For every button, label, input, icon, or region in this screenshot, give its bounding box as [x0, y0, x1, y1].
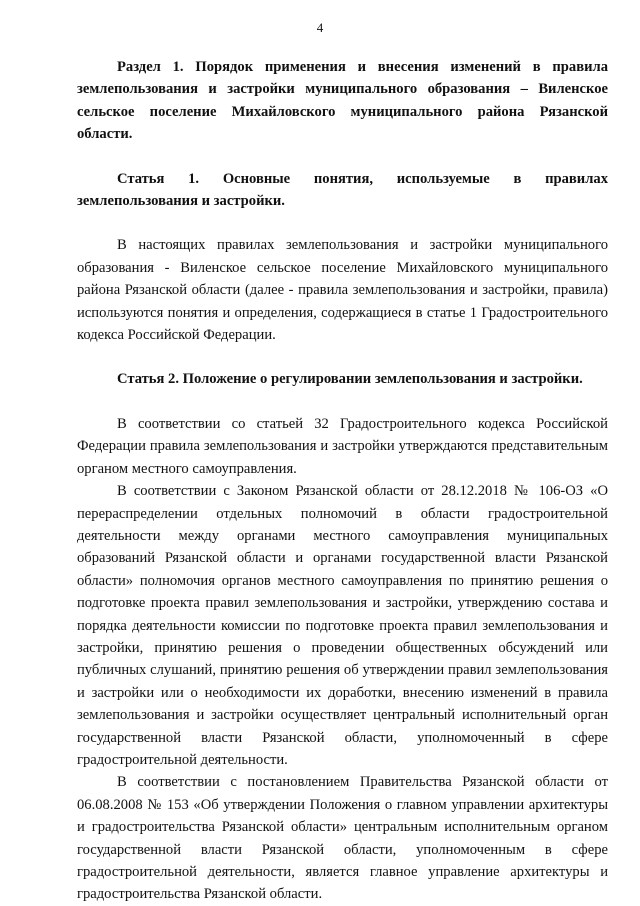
article-1-heading: Статья 1. Основные понятия, используемые в правилах землепользования и застройки. — [77, 170, 608, 210]
page-number: 4 — [316, 20, 324, 35]
section-heading: Раздел 1. Порядок применения и внесения изменений в правила землепользования и застройки муниципального образования – Виленское сельское поселение Михайловского муниципального района Рязанской области. — [77, 59, 608, 143]
article-2-paragraph-1: В соответствии со статьей 32 Градостроительного кодекса Российской Федерации правила землепользования и застройки утверждаются представительным органом местного самоуправления. — [77, 415, 608, 477]
article-2-heading: Статья 2. Положение о регулировании землепользования и застройки. — [117, 371, 583, 388]
article-2-paragraph-2: В соответствии с Законом Рязанской области от 28.12.2018 № 106-ОЗ «О перераспределении отдельных полномочий в области градостроительной деятельности между органами местного самоуправления муниципальных образований Рязанской области и органами государственной власти Рязанской области» полномочия органов местного самоуправления по принятию решения о подготовке проекта правил землепользования и застройки, утверждению состава и порядка деятельности комиссии по подготовке проекта правил землепользования и застройки, принятию решения о проведении общественных обсуждений или публичных слушаний, принятию решения об утверждении правил землепользования и застройки или о необходимости их доработки, внесению изменений в правила землепользования и застройки осуществляет центральный исполнительный орган государственной власти Рязанской области, уполномоченный в сфере градостроительной деятельности. — [77, 483, 608, 768]
document-body — [77, 56, 608, 906]
article-2-paragraph-3: В соответствии с постановлением Правительства Рязанской области от 06.08.2008 № 153 «Об утверждении Положения о главном управлении архитектуры и градостроительства Рязанской области» центральным исполнительным органом государственной власти Рязанской области, уполномоченным в сфере градостроительной деятельности, является главное управление архитектуры и градостроительства Рязанской области. — [77, 774, 608, 903]
article-1-paragraph: В настоящих правилах землепользования и застройки муниципального образования - Виленское сельское поселение Михайловского муниципального района Рязанской области (далее - правила землепользования и застройки, правила) используются понятия и определения, содержащиеся в статье 1 Градостроительного кодекса Российской Федерации. — [77, 237, 608, 344]
